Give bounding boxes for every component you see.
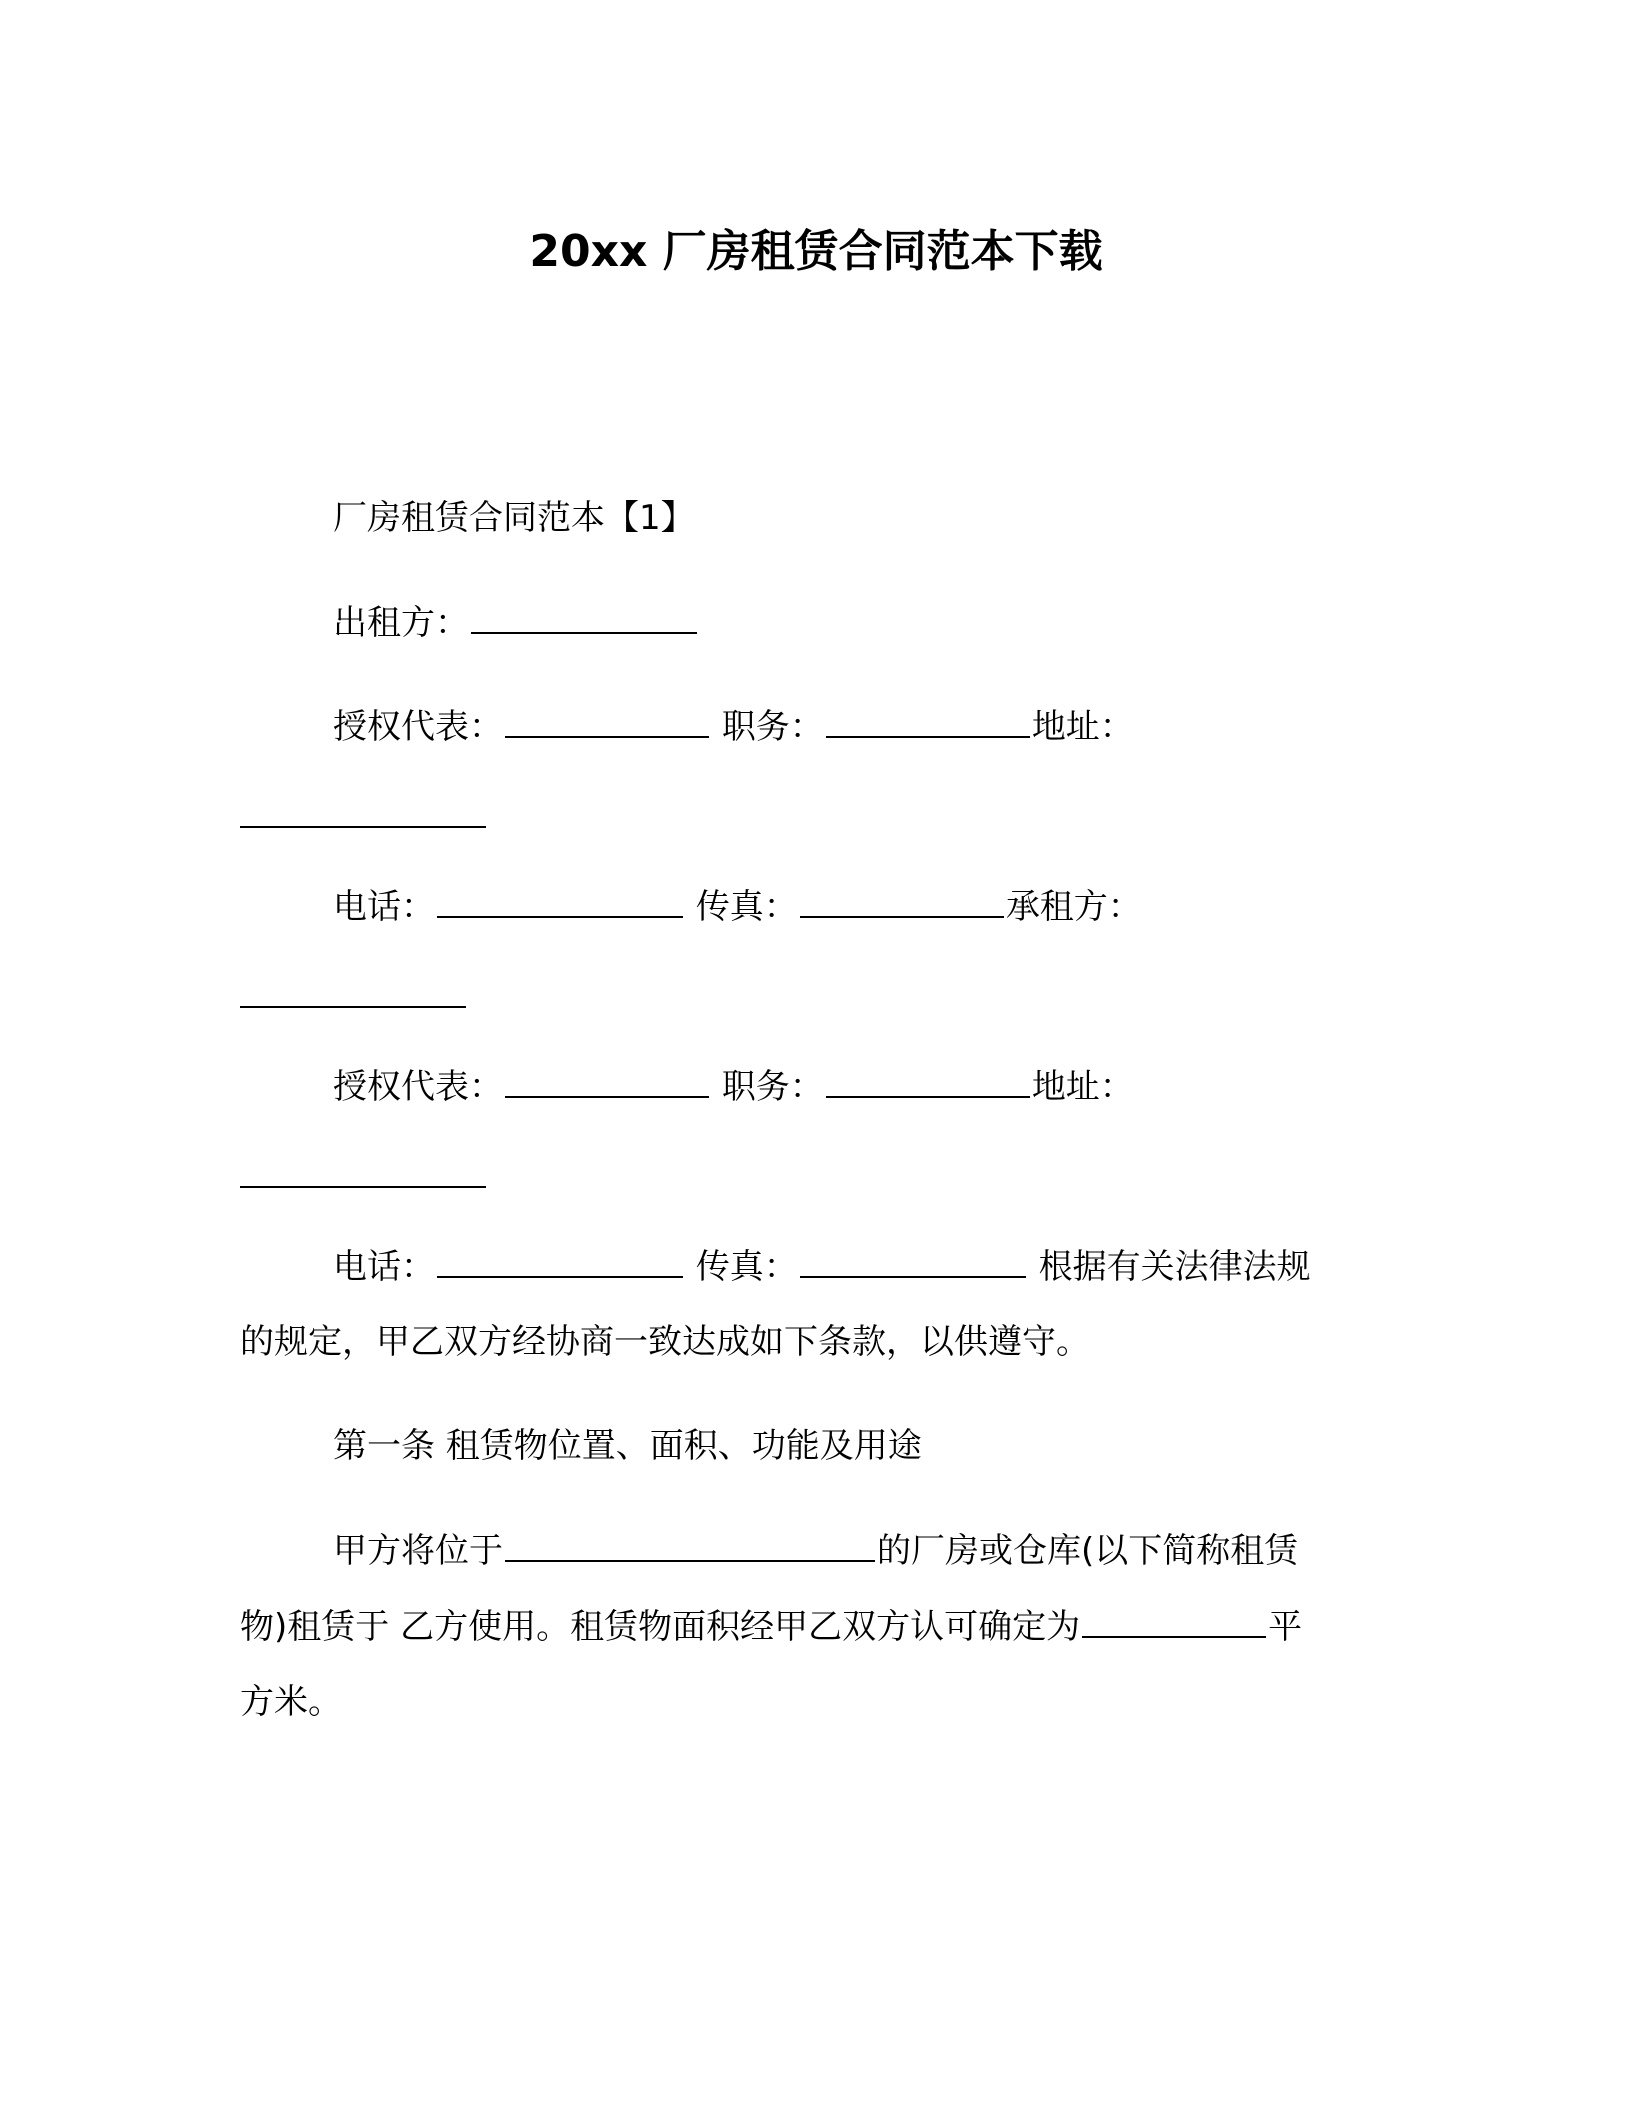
lessee-position-label: 职务： [721,1067,824,1107]
lessee-rep-blank [505,1062,709,1098]
article1-heading: 第一条 租赁物位置、面积、功能及用途 [333,1426,922,1466]
lessor-position-blank [826,702,1030,738]
article1-line-3: 方米。 [240,1682,342,1722]
article1-text-b: 的厂房或仓库(以下简称租赁 [877,1531,1299,1571]
lessor-rep-blank [505,702,709,738]
basis-line-2: 的规定，甲乙双方经协商一致达成如下条款，以供遵守。 [240,1322,1090,1362]
lessee-address-label: 地址： [1031,1067,1134,1107]
area-blank [1082,1602,1266,1638]
section-heading: 厂房租赁合同范本【1】 [333,498,695,538]
lessor-fax-blank [800,882,1004,918]
lessor-position-label: 职务： [721,707,824,747]
lessee-phone-blank [437,1242,683,1278]
article1-text-d: 平 [1268,1607,1303,1647]
lessor-rep-label: 授权代表： [333,707,503,747]
article1-text-a: 甲方将位于 [333,1531,503,1571]
article1-text-c: 物)租赁于 乙方使用。租赁物面积经甲乙双方认可确定为 [240,1607,1081,1647]
lessor-label: 出租方： [333,603,469,643]
lessor-phone-label: 电话： [333,887,435,927]
article1-line-1 [333,1526,1298,1575]
lessee-rep-label: 授权代表： [333,1067,503,1107]
article1-line-2 [240,1602,1302,1651]
lessee-rep-line [333,1062,1134,1111]
lessor-rep-line [333,702,1134,751]
basis-text: 根据有关法律法规 [1038,1247,1311,1287]
lessor-address-blank [240,826,486,828]
lessee-fax-blank [800,1242,1026,1278]
lessor-phone-blank [437,882,683,918]
lessor-blank [471,598,697,634]
lessor-phone-line [333,882,1142,931]
lessee-label: 承租方： [1005,887,1142,927]
lessee-address-blank [240,1186,486,1188]
lessee-blank [240,1006,466,1008]
lessee-phone-line [333,1242,1311,1291]
lessor-line [333,598,699,647]
document-title: 20xx 厂房租赁合同范本下载 [529,226,1103,277]
lessee-fax-label: 传真： [695,1247,798,1287]
lessee-phone-label: 电话： [333,1247,435,1287]
lessor-fax-label: 传真： [695,887,798,927]
lessee-position-blank [826,1062,1030,1098]
lessor-address-label: 地址： [1031,707,1134,747]
property-location-blank [505,1526,875,1562]
